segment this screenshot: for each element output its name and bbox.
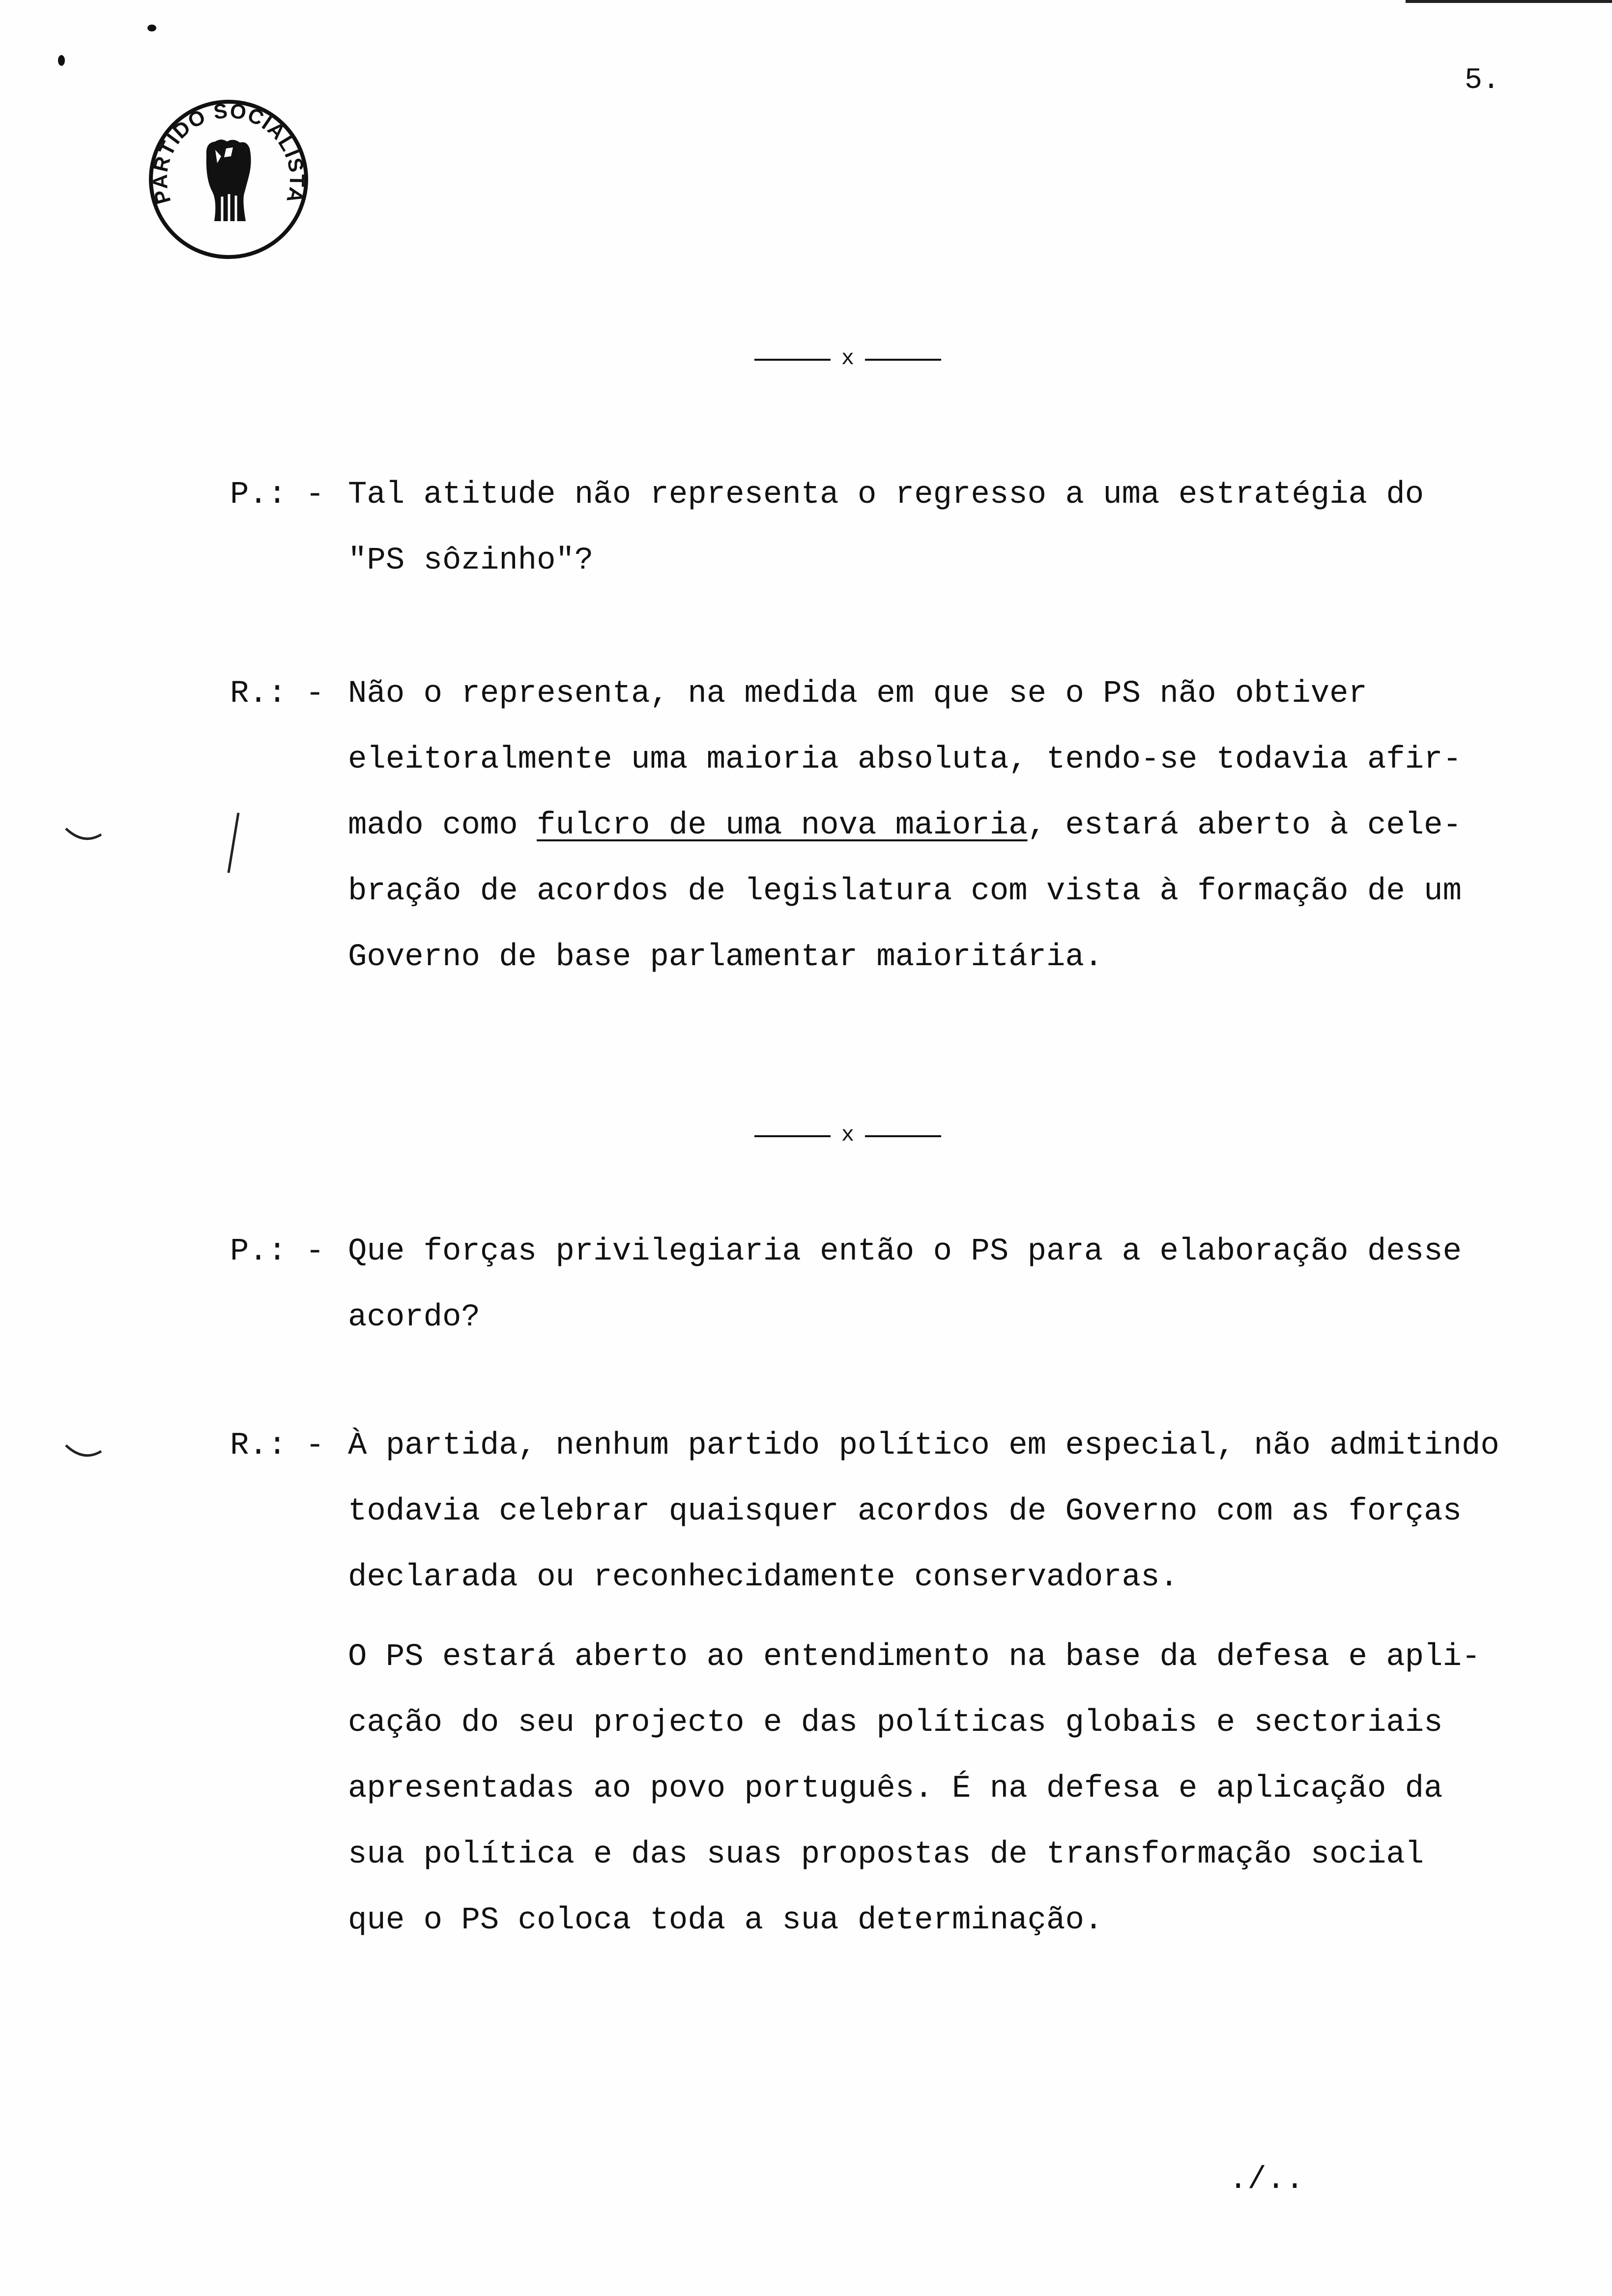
top-rule xyxy=(1406,0,1612,3)
margin-slash-mark xyxy=(224,811,243,875)
text-line: todavia celebrar quaisquer acordos de Governo com as forças xyxy=(348,1494,1462,1529)
question-label: P.: - xyxy=(230,477,325,513)
separator-mark: x xyxy=(841,1123,855,1148)
answer-paragraph-text xyxy=(348,1624,1612,1953)
scan-dot xyxy=(147,25,156,31)
text-line: O PS estará aberto ao entendimento na base da defesa e apli- xyxy=(348,1639,1481,1675)
text-line: declarada ou reconhecidamente conservadoras. xyxy=(348,1560,1179,1595)
logo-text: PARTIDO SOCIALISTA xyxy=(148,99,309,207)
margin-arc-mark xyxy=(64,826,103,845)
text-line: que o PS coloca toda a sua determinação. xyxy=(348,1903,1103,1938)
text-line: apresentadas ao povo português. É na defesa e aplicação da xyxy=(348,1771,1443,1807)
answer-text xyxy=(348,1413,1612,1610)
text-line: "PS sôzinho"? xyxy=(348,543,594,578)
answer-label: R.: - xyxy=(230,676,325,712)
question-label: P.: - xyxy=(230,1234,325,1269)
text-line: Governo de base parlamentar maioritária. xyxy=(348,940,1103,975)
question-text xyxy=(348,462,1612,594)
scan-dot xyxy=(58,55,65,66)
text-line: À partida, nenhum partido político em especial, não admitindo xyxy=(348,1428,1499,1464)
text-line: sua política e das suas propostas de transformação social xyxy=(348,1837,1424,1872)
separator-mark: x xyxy=(841,346,855,371)
text-line: Que forças privilegiaria então o PS para a elaboração desse xyxy=(348,1234,1462,1269)
section-separator xyxy=(754,1120,941,1150)
separator-line xyxy=(865,1135,941,1137)
margin-arc-mark xyxy=(64,1442,103,1462)
text-line-with-underline: mado como fulcro de uma nova maioria, estará aberto à cele- xyxy=(348,808,1462,843)
text-line: cação do seu projecto e das políticas globais e sectoriais xyxy=(348,1705,1443,1741)
text-line: bração de acordos de legislatura com vista à formação de um xyxy=(348,874,1462,909)
section-separator xyxy=(754,344,941,373)
answer-text xyxy=(348,661,1612,990)
raised-fist-icon xyxy=(206,140,251,221)
separator-line xyxy=(754,359,831,361)
page-number: 5. xyxy=(1465,64,1500,97)
question-text xyxy=(348,1219,1612,1350)
text-line: acordo? xyxy=(348,1300,480,1335)
separator-line xyxy=(754,1135,831,1137)
party-logo xyxy=(147,98,310,260)
text-line: Tal atitude não representa o regresso a uma estratégia do xyxy=(348,477,1424,513)
text-line: Não o representa, na medida em que se o PS não obtiver xyxy=(348,676,1367,712)
continuation-mark: ./.. xyxy=(1229,2162,1304,2198)
text-line: eleitoralmente uma maioria absoluta, tendo-se todavia afir- xyxy=(348,742,1462,777)
separator-line xyxy=(865,359,941,361)
underlined-phrase: fulcro de uma nova maioria xyxy=(537,808,1028,843)
answer-label: R.: - xyxy=(230,1428,325,1464)
